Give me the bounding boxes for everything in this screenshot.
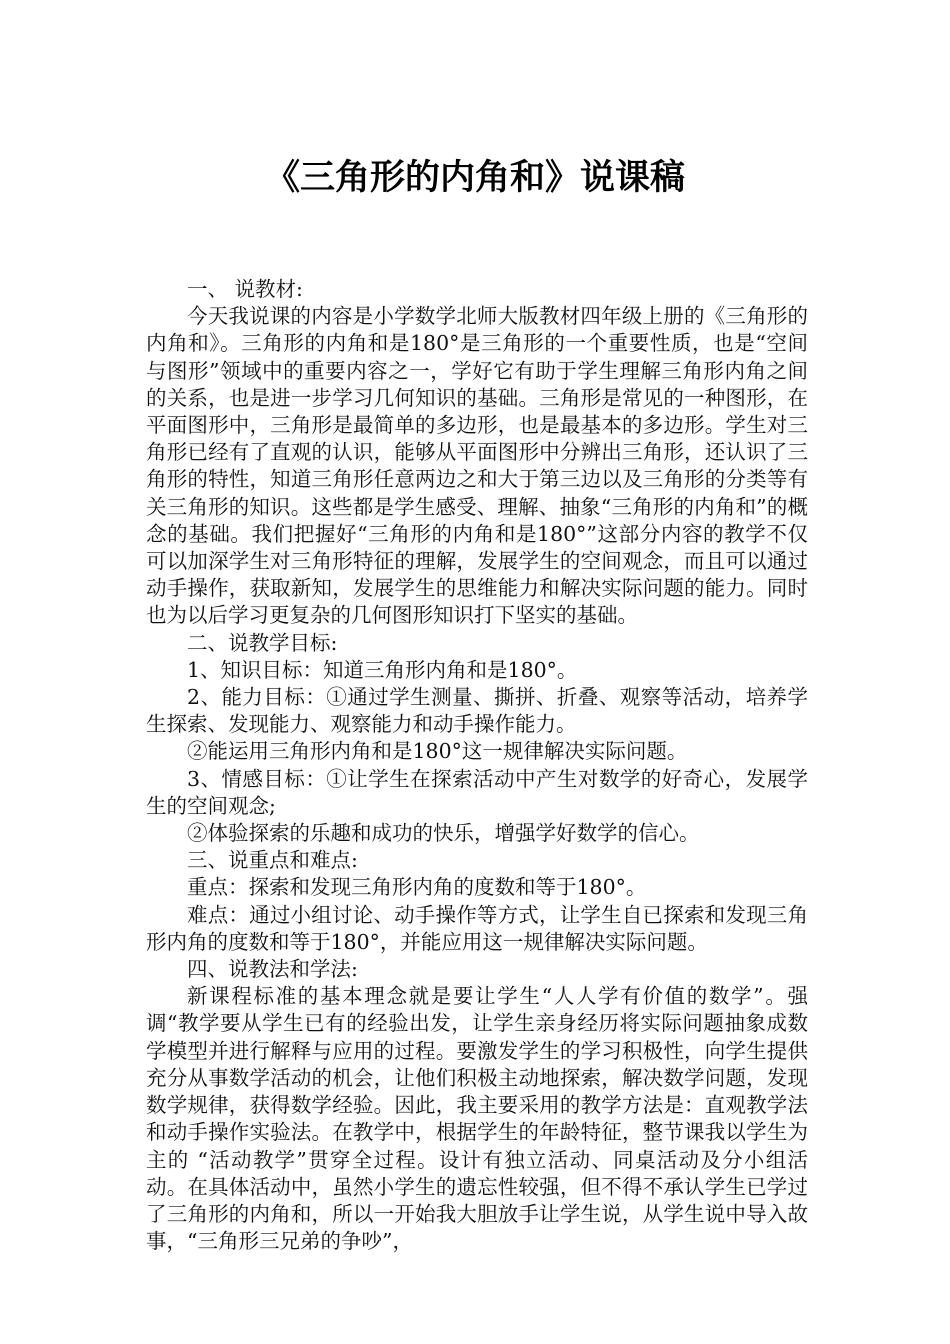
paragraph-ability-goal: 2、能力目标：①通过学生测量、撕拼、折叠、观察等活动，培养学生探索、发现能力、观察能力和动手操作能力。	[146, 685, 808, 737]
paragraph-emotion-goal: 3、情感目标：①让学生在探索活动中产生对数学的好奇心，发展学生的空间观念;	[146, 766, 808, 818]
paragraph-key-point: 重点：探索和发现三角形内角的度数和等于180°。	[187, 875, 647, 900]
paragraph-knowledge-goal: 1、知识目标：知道三角形内角和是180°。	[187, 657, 578, 682]
section-heading-key-points: 三、说重点和难点:	[187, 848, 358, 873]
document-body	[146, 276, 808, 1255]
section-heading-teaching-goals: 二、说教学目标:	[187, 630, 338, 655]
section-heading-methods: 四、说教法和学法:	[187, 957, 358, 982]
paragraph-methods: 新课程标准的基本理念就是要让学生“人人学有价值的数学”。强调“教学要从学生已有的经验出发，让学生亲身经历将实际问题抽象成数学模型并进行解释与应用的过程。要激发学生的学习积极性，向学生提供充分从事数学活动的机会，让他们积极主动地探索，解决数学问题，发现数学规律，获得数学经验。因此，我主要采用的教学方法是：直观教学法和动手操作实验法。在教学中，根据学生的年龄特征，整节课我以学生为主的 “活动教学”贯穿全过程。设计有独立活动、同桌活动及分小组活动。在具体活动中，虽然小学生的遗忘性较强，但不得不承认学生已学过了三角形的内角和，所以一开始我大胆放手让学生说，从学生说中导入故事，“三角形三兄弟的争吵”，	[146, 984, 808, 1254]
paragraph-difficulty: 难点：通过小组讨论、动手操作等方式，让学生自已探索和发现三角形内角的度数和等于180°，并能应用这一规律解决实际问题。	[146, 902, 808, 954]
section-heading-teaching-material: 一、 说教材:	[187, 277, 303, 301]
paragraph-emotion-goal-2: ②体验探索的乐趣和成功的快乐，增强学好数学的信心。	[187, 821, 700, 846]
document-title: 《三角形的内角和》说课稿	[264, 158, 685, 198]
paragraph-teaching-material: 今天我说课的内容是小学数学北师大版教材四年级上册的《三角形的内角和》。三角形的内角和是180°是三角形的一个重要性质，也是“空间与图形”领域中的重要内容之一，学好它有助于学生理解三角形内角之间的关系，也是进一步学习几何知识的基础。三角形是常见的一种图形，在平面图形中，三角形是最简单的多边形，也是最基本的多边形。学生对三角形已经有了直观的认识，能够从平面图形中分辨出三角形，还认识了三角形的特性，知道三角形任意两边之和大于第三边以及三角形的分类等有关三角形的知识。这些都是学生感受、理解、抽象“三角形的内角和”的概念的基础。我们把握好“三角形的内角和是180°”这部分内容的教学不仅可以加深学生对三角形特征的理解，发展学生的空间观念，而且可以通过动手操作，获取新知，发展学生的思维能力和解决实际问题的能力。同时也为以后学习更复杂的几何图形知识打下坚实的基础。	[146, 304, 808, 628]
paragraph-ability-goal-2: ②能运用三角形内角和是180°这一规律解决实际问题。	[187, 739, 688, 764]
